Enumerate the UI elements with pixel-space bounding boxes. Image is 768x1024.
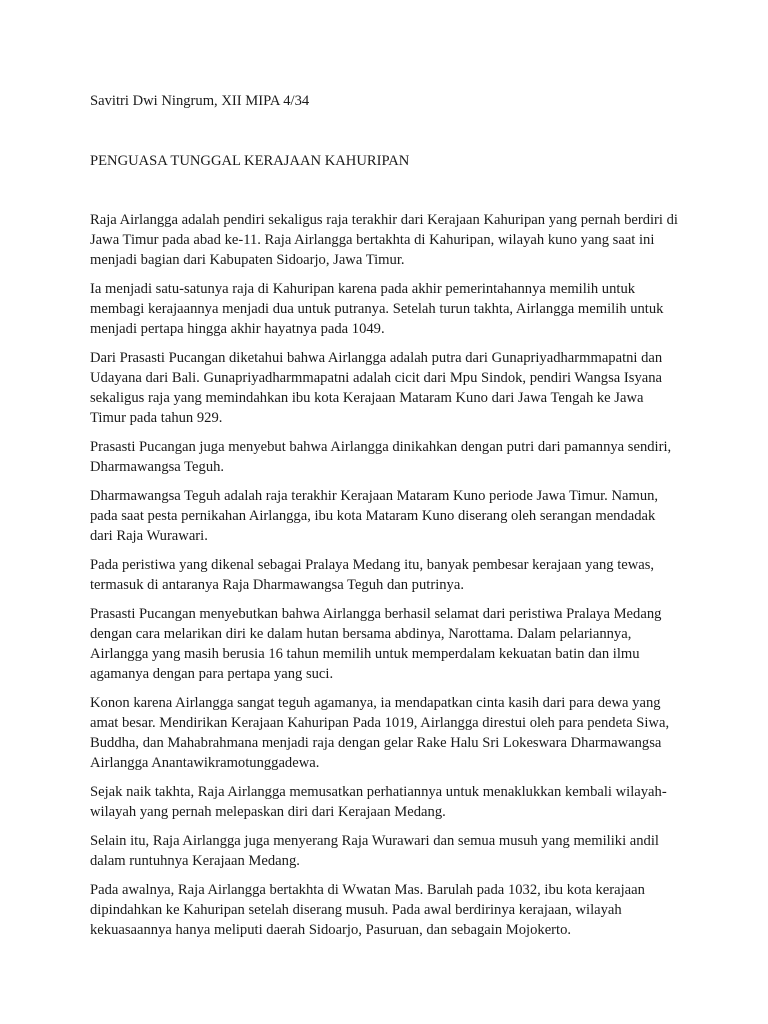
paragraph: Prasasti Pucangan menyebutkan bahwa Airlangga berhasil selamat dari peristiwa Pralaya Medang dengan cara melarikan diri ke dalam hutan bersama abdinya, Narottama. Dalam pelariannya, Airlangga yang masih berusia 16 tahun memilih untuk memperdalam kekuatan batin dan ilmu agamanya dengan para pertapa yang suci.	[90, 606, 662, 682]
author-line: Savitri Dwi Ningrum, XII MIPA 4/34	[90, 93, 310, 109]
paragraph: Dharmawangsa Teguh adalah raja terakhir Kerajaan Mataram Kuno periode Jawa Timur. Namun, pada saat pesta pernikahan Airlangga, ibu kota Mataram Kuno diserang oleh serangan mendadak dari Raja Wurawari.	[90, 488, 659, 544]
document-title: PENGUASA TUNGGAL KERAJAAN KAHURIPAN	[90, 153, 410, 169]
paragraph: Pada peristiwa yang dikenal sebagai Pralaya Medang itu, banyak pembesar kerajaan yang tewas, termasuk di antaranya Raja Dharmawangsa Teguh dan putrinya.	[90, 557, 655, 593]
paragraph: Dari Prasasti Pucangan diketahui bahwa Airlangga adalah putra dari Gunapriyadharmmapatni dan Udayana dari Bali. Gunapriyadharmmapatni adalah cicit dari Mpu Sindok, pendiri Wangsa Isyana sekaligus raja yang memindahkan ibu kota Kerajaan Mataram Kuno dari Jawa Tengah ke Jawa Timur pada tahun 929.	[90, 350, 663, 426]
document-body	[90, 210, 680, 949]
paragraph: Konon karena Airlangga sangat teguh agamanya, ia mendapatkan cinta kasih dari para dewa yang amat besar. Mendirikan Kerajaan Kahuripan Pada 1019, Airlangga direstui oleh para pendeta Siwa, Buddha, dan Mahabrahmana menjadi raja dengan gelar Rake Halu Sri Lokeswara Dharmawangsa Airlangga Anantawikramotunggadewa.	[90, 695, 670, 771]
paragraph: Pada awalnya, Raja Airlangga bertakhta di Wwatan Mas. Barulah pada 1032, ibu kota kerajaan dipindahkan ke Kahuripan setelah diserang musuh. Pada awal berdirinya kerajaan, wilayah kekuasaannya hanya meliputi daerah Sidoarjo, Pasuruan, dan sebagain Mojokerto.	[90, 882, 645, 938]
paragraph: Ia menjadi satu-satunya raja di Kahuripan karena pada akhir pemerintahannya memilih untuk membagi kerajaannya menjadi dua untuk putranya. Setelah turun takhta, Airlangga memilih untuk menjadi pertapa hingga akhir hayatnya pada 1049.	[90, 281, 664, 337]
paragraph: Prasasti Pucangan juga menyebut bahwa Airlangga dinikahkan dengan putri dari pamannya sendiri, Dharmawangsa Teguh.	[90, 439, 672, 475]
paragraph: Sejak naik takhta, Raja Airlangga memusatkan perhatiannya untuk menaklukkan kembali wilayah-wilayah yang pernah melepaskan diri dari Kerajaan Medang.	[90, 784, 667, 820]
paragraph: Raja Airlangga adalah pendiri sekaligus raja terakhir dari Kerajaan Kahuripan yang pernah berdiri di Jawa Timur pada abad ke-11. Raja Airlangga bertakhta di Kahuripan, wilayah kuno yang saat ini menjadi bagian dari Kabupaten Sidoarjo, Jawa Timur.	[90, 212, 678, 268]
paragraph: Selain itu, Raja Airlangga juga menyerang Raja Wurawari dan semua musuh yang memiliki andil dalam runtuhnya Kerajaan Medang.	[90, 833, 659, 869]
